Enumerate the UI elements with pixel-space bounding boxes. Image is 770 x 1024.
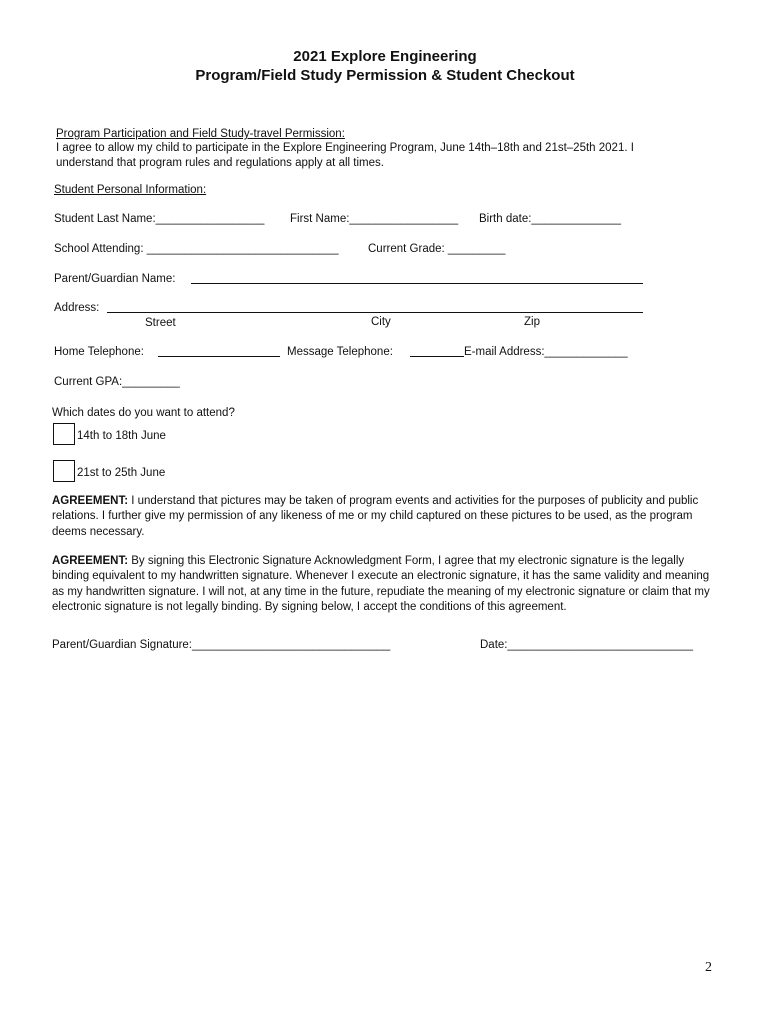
agreement-publicity-label: AGREEMENT: <box>52 495 129 507</box>
student-last-name-field[interactable]: Student Last Name:_________________ <box>54 213 265 225</box>
option-june-14-18-label: 14th to 18th June <box>77 430 166 442</box>
option-june-14-18-checkbox[interactable] <box>53 423 75 445</box>
dates-question: Which dates do you want to attend? <box>52 407 235 419</box>
form-title-line1: 2021 Explore Engineering <box>293 48 477 65</box>
zip-label: Zip <box>524 316 540 328</box>
current-grade-field[interactable]: Current Grade: _________ <box>368 243 506 255</box>
form-title-line2: Program/Field Study Permission & Student Checkout <box>195 67 575 84</box>
street-label: Street <box>145 317 176 329</box>
message-telephone-field[interactable] <box>410 356 464 357</box>
permission-heading: Program Participation and Field Study-travel Permission: <box>56 128 345 140</box>
option-june-21-25-label: 21st to 25th June <box>77 467 166 479</box>
message-telephone-label: Message Telephone: <box>287 346 393 358</box>
address-label: Address: <box>54 302 100 314</box>
agreement-esignature-text: By signing this Electronic Signature Acknowledgment Form, I agree that my electronic signature is the legally binding equivalent to my handwritten signature. Whenever I execute an electronic signature, it has the same validity and meaning as my handwritten signature. I will not, at any time in the future, repudiate the meaning of my electronic signature or claim that my electronic signature is not legally binding. By signing below, I accept the conditions of this agreement. <box>52 555 710 613</box>
city-label: City <box>371 316 391 328</box>
permission-text-line1: I agree to allow my child to participate in the Explore Engineering Program, June 14th–18th and 21st–25th 2021. I <box>56 142 634 154</box>
home-telephone-label: Home Telephone: <box>54 346 144 358</box>
email-address-field[interactable]: E-mail Address:_____________ <box>464 346 628 358</box>
home-telephone-field[interactable] <box>158 356 280 357</box>
agreement-esignature-label: AGREEMENT: <box>52 555 129 567</box>
option-june-21-25-checkbox[interactable] <box>53 460 75 482</box>
first-name-field[interactable]: First Name:_________________ <box>290 213 459 225</box>
guardian-name-label: Parent/Guardian Name: <box>54 273 176 285</box>
student-info-heading: Student Personal Information: <box>54 184 207 196</box>
agreement-electronic-signature <box>52 554 712 615</box>
guardian-name-field[interactable] <box>191 283 643 284</box>
guardian-signature-field[interactable]: Parent/Guardian Signature:_______________________________ <box>52 639 391 651</box>
address-field[interactable] <box>107 312 643 313</box>
signature-date-field[interactable]: Date:_____________________________ <box>480 639 693 651</box>
current-gpa-field[interactable]: Current GPA:_________ <box>54 376 180 388</box>
agreement-publicity <box>52 494 712 540</box>
birth-date-field[interactable]: Birth date:______________ <box>479 213 621 225</box>
agreement-publicity-text: I understand that pictures may be taken of program events and activities for the purposes of publicity and public relations. I further give my permission of any likeness of me or my child captured on these pictures to be used, as the program deems necessary. <box>52 495 699 538</box>
school-attending-field[interactable]: School Attending: ______________________________ <box>54 243 339 255</box>
permission-text-line2: understand that program rules and regulations apply at all times. <box>56 157 384 169</box>
page-number: 2 <box>705 960 712 975</box>
